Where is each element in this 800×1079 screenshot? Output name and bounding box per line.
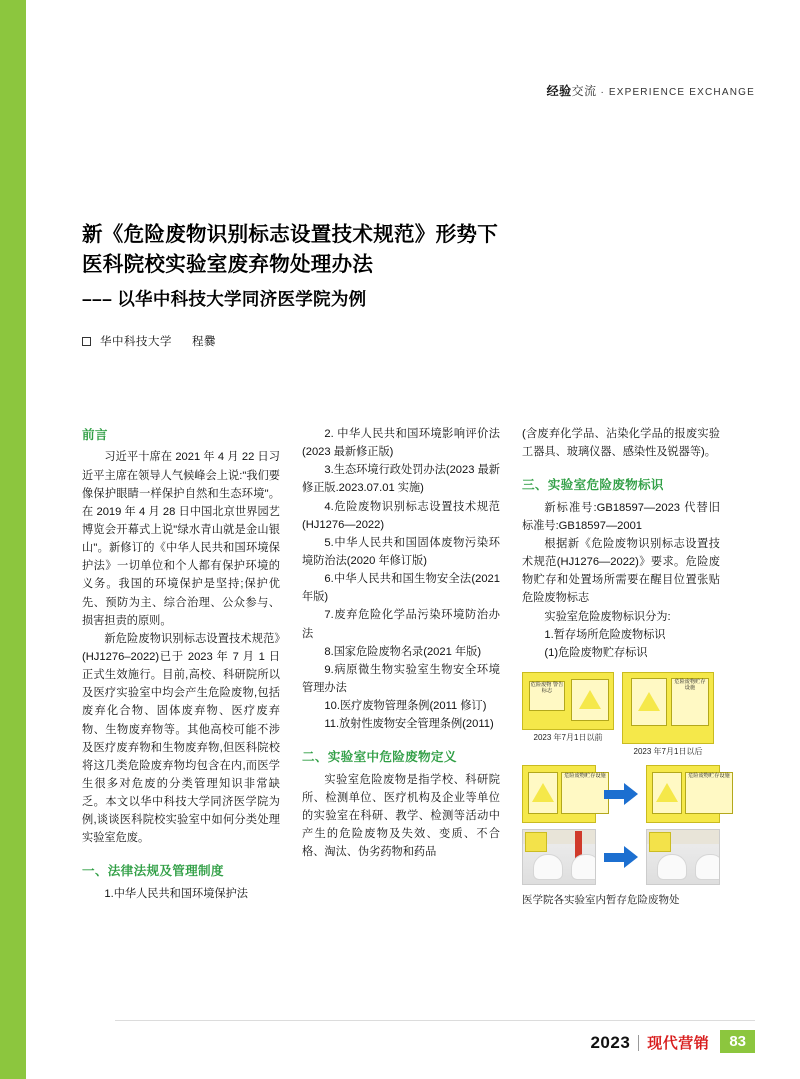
list-item: 2. 中华人民共和国环境影响评价法(2023 最新修正版) [302, 428, 500, 459]
paragraph: 1.暂存场所危险废物标识 [544, 628, 666, 641]
list-item: 3.生态环境行政处罚办法(2023 最新修正版.2023.07.01 实施) [302, 464, 500, 495]
heading-definition: 二、实验室中危险废物定义 [302, 750, 457, 765]
list-item: 8.国家危险废物名录(2021 年版) [324, 645, 482, 658]
hazard-triangle-icon [638, 692, 660, 711]
sign-text-panel [529, 681, 565, 711]
photo-waste-bins-after [646, 829, 720, 885]
footer-year: 2023 [590, 1033, 631, 1052]
figure-row-transition [522, 765, 730, 823]
arrow-right-icon [604, 783, 638, 805]
list-item: 9.病原微生物实验室生物安全环境管理办法 [302, 663, 500, 694]
column-1 [82, 425, 280, 1005]
sign-text-panel [561, 772, 609, 814]
figure-caption-new: 2023 年7月1日以后 [633, 746, 703, 756]
hazard-triangle-icon [656, 783, 678, 802]
page-subtitle: ––– 以华中科技大学同济医学院为例 [82, 289, 367, 310]
page-footer [590, 1030, 755, 1054]
author-line [82, 333, 722, 349]
figure-row-photos [522, 829, 720, 885]
page-header [547, 82, 755, 99]
hazard-sign-new-2 [646, 765, 730, 823]
paragraph: 实验室危险废物是指学校、科研院所、检测单位、医疗机构及企业等单位的实验室在科研、教学、检测等活动中产生的危险废物及失效、变质、不合格、淘汰、伪劣药物和药品 [302, 773, 500, 859]
list-item: 5.中华人民共和国固体废物污染环境防治法(2020 年修订版) [302, 536, 500, 567]
sign-text-panel [671, 678, 709, 726]
list-item: 6.中华人民共和国生物安全法(2021 年版) [302, 573, 500, 604]
column-2 [302, 425, 500, 1005]
hazard-sign-old [522, 672, 614, 730]
author-affiliation: 华中科技大学 [100, 336, 172, 349]
header-separator: · [600, 87, 605, 98]
paragraph: (含废弃化学品、沾染化学品的报废实验工器具、玻璃仪器、感染性及锐器等)。 [522, 428, 720, 459]
sign-pictogram-panel [631, 678, 667, 726]
sign-pictogram-panel [528, 772, 558, 814]
arrow-right-icon [604, 846, 638, 868]
list-item: 10.医疗废物管理条例(2011 修订) [324, 700, 487, 713]
figure-caption: 医学院各实验室内暂存危险废物处 [522, 893, 680, 906]
sign-pictogram-panel [652, 772, 682, 814]
sign-title-old: 危险废物 警告标志 [530, 681, 564, 695]
left-green-bar [0, 0, 26, 1079]
figure-row-signs [522, 672, 720, 759]
header-section-en: EXPERIENCE EXCHANGE [608, 87, 755, 98]
paragraph: (1)危险废物贮存标识 [544, 646, 648, 659]
footer-magazine-name: 现代营销 [647, 1035, 710, 1052]
paragraph: 根据新《危险废物识别标志设置技术规范(HJ1276—2022)》要求。危险废物贮存和处置场所需要在醒目位置张贴危险废物标志 [522, 537, 720, 605]
header-section-cn-light: 交流 [571, 84, 597, 98]
hazard-sign-old-2 [522, 765, 606, 823]
paragraph: 实验室危险废物标识分为: [544, 610, 671, 623]
page-title-line2: 医科院校实验室废弃物处理办法 [82, 252, 374, 276]
heading-laws: 一、法律法规及管理制度 [82, 864, 224, 879]
list-item: 4.危险废物识别标志设置技术规范(HJ1276—2022) [302, 500, 500, 531]
figure-new-sign [622, 672, 714, 759]
hazard-triangle-icon [579, 690, 601, 709]
title-block [82, 220, 722, 349]
list-item: 7.废弃危险化学品污染环境防治办法 [302, 609, 500, 640]
figure-old-sign [522, 672, 614, 745]
heading-labels: 三、实验室危险废物标识 [522, 478, 664, 493]
sign-pictogram-panel [571, 679, 609, 721]
left-white-gap [26, 0, 31, 1079]
paragraph: 习近平十席在 2021 年 4 月 22 日习近平主席在领导人气候峰会上说:"我们要像保护眼睛一样保护自然和生态环境"。在 2019 年 4 月 28 日中国北京世界园艺博览会开幕式上说"绿水青山就是金山银山"。新修订的《中华人民共和国环境保护法》一切单位和个人都有保护环境的义务。我国的环境保护是坚持;保护优先、预防为主、综合治理、公众参与、损害担责的原则。 [82, 451, 280, 627]
footer-separator [638, 1035, 639, 1051]
hazard-sign-new [622, 672, 714, 744]
list-item: 11.放射性废物安全管理条例(2011) [324, 718, 494, 731]
article-columns [82, 425, 730, 1005]
paragraph: 新标准号:GB18597—2023 代替旧标准号:GB18597—2001 [522, 501, 720, 532]
footer-divider [115, 1020, 755, 1021]
sign-title-new-2: 危险废物贮存设施 [688, 772, 730, 779]
author-name: 程爨 [192, 336, 216, 349]
column-3 [522, 425, 730, 1005]
list-item: 1.中华人民共和国环境保护法 [104, 887, 248, 900]
sign-title-old-2: 危险废物贮存设施 [564, 772, 606, 779]
hazard-triangle-icon [532, 783, 554, 802]
sign-title-new: 危险废物贮存设施 [674, 678, 706, 692]
page-title-line1: 新《危险废物识别标志设置技术规范》形势下 [82, 223, 498, 246]
figure-caption-old: 2023 年7月1日以前 [533, 732, 603, 742]
sign-text-panel [685, 772, 733, 814]
figure-group [522, 672, 730, 909]
heading-preface: 前言 [82, 428, 108, 442]
square-bullet-icon [82, 337, 91, 346]
page-number: 83 [720, 1030, 755, 1054]
photo-waste-bins-before [522, 829, 596, 885]
header-section-cn-bold: 经验 [546, 84, 572, 98]
paragraph: 新危险废物识别标志设置技术规范》(HJ1276–2022)已于 2023 年 7 月 1 日正式生效施行。目前,高校、科研院所以及医疗实验室中均会产生危险废物,包括废弃化合物、固体废弃物、医疗废弃物、生物废弃物等。其他高校可能不涉及医疗废弃物和生物废弃物,但医科院校将这几类危险废弃物均包含在内,而医学生很多对危废的分类管理知识非常缺乏。本文以华中科技大学同济医学院为例,谈谈医科院校实验室中如何分类处理实验室危废。 [82, 632, 280, 845]
